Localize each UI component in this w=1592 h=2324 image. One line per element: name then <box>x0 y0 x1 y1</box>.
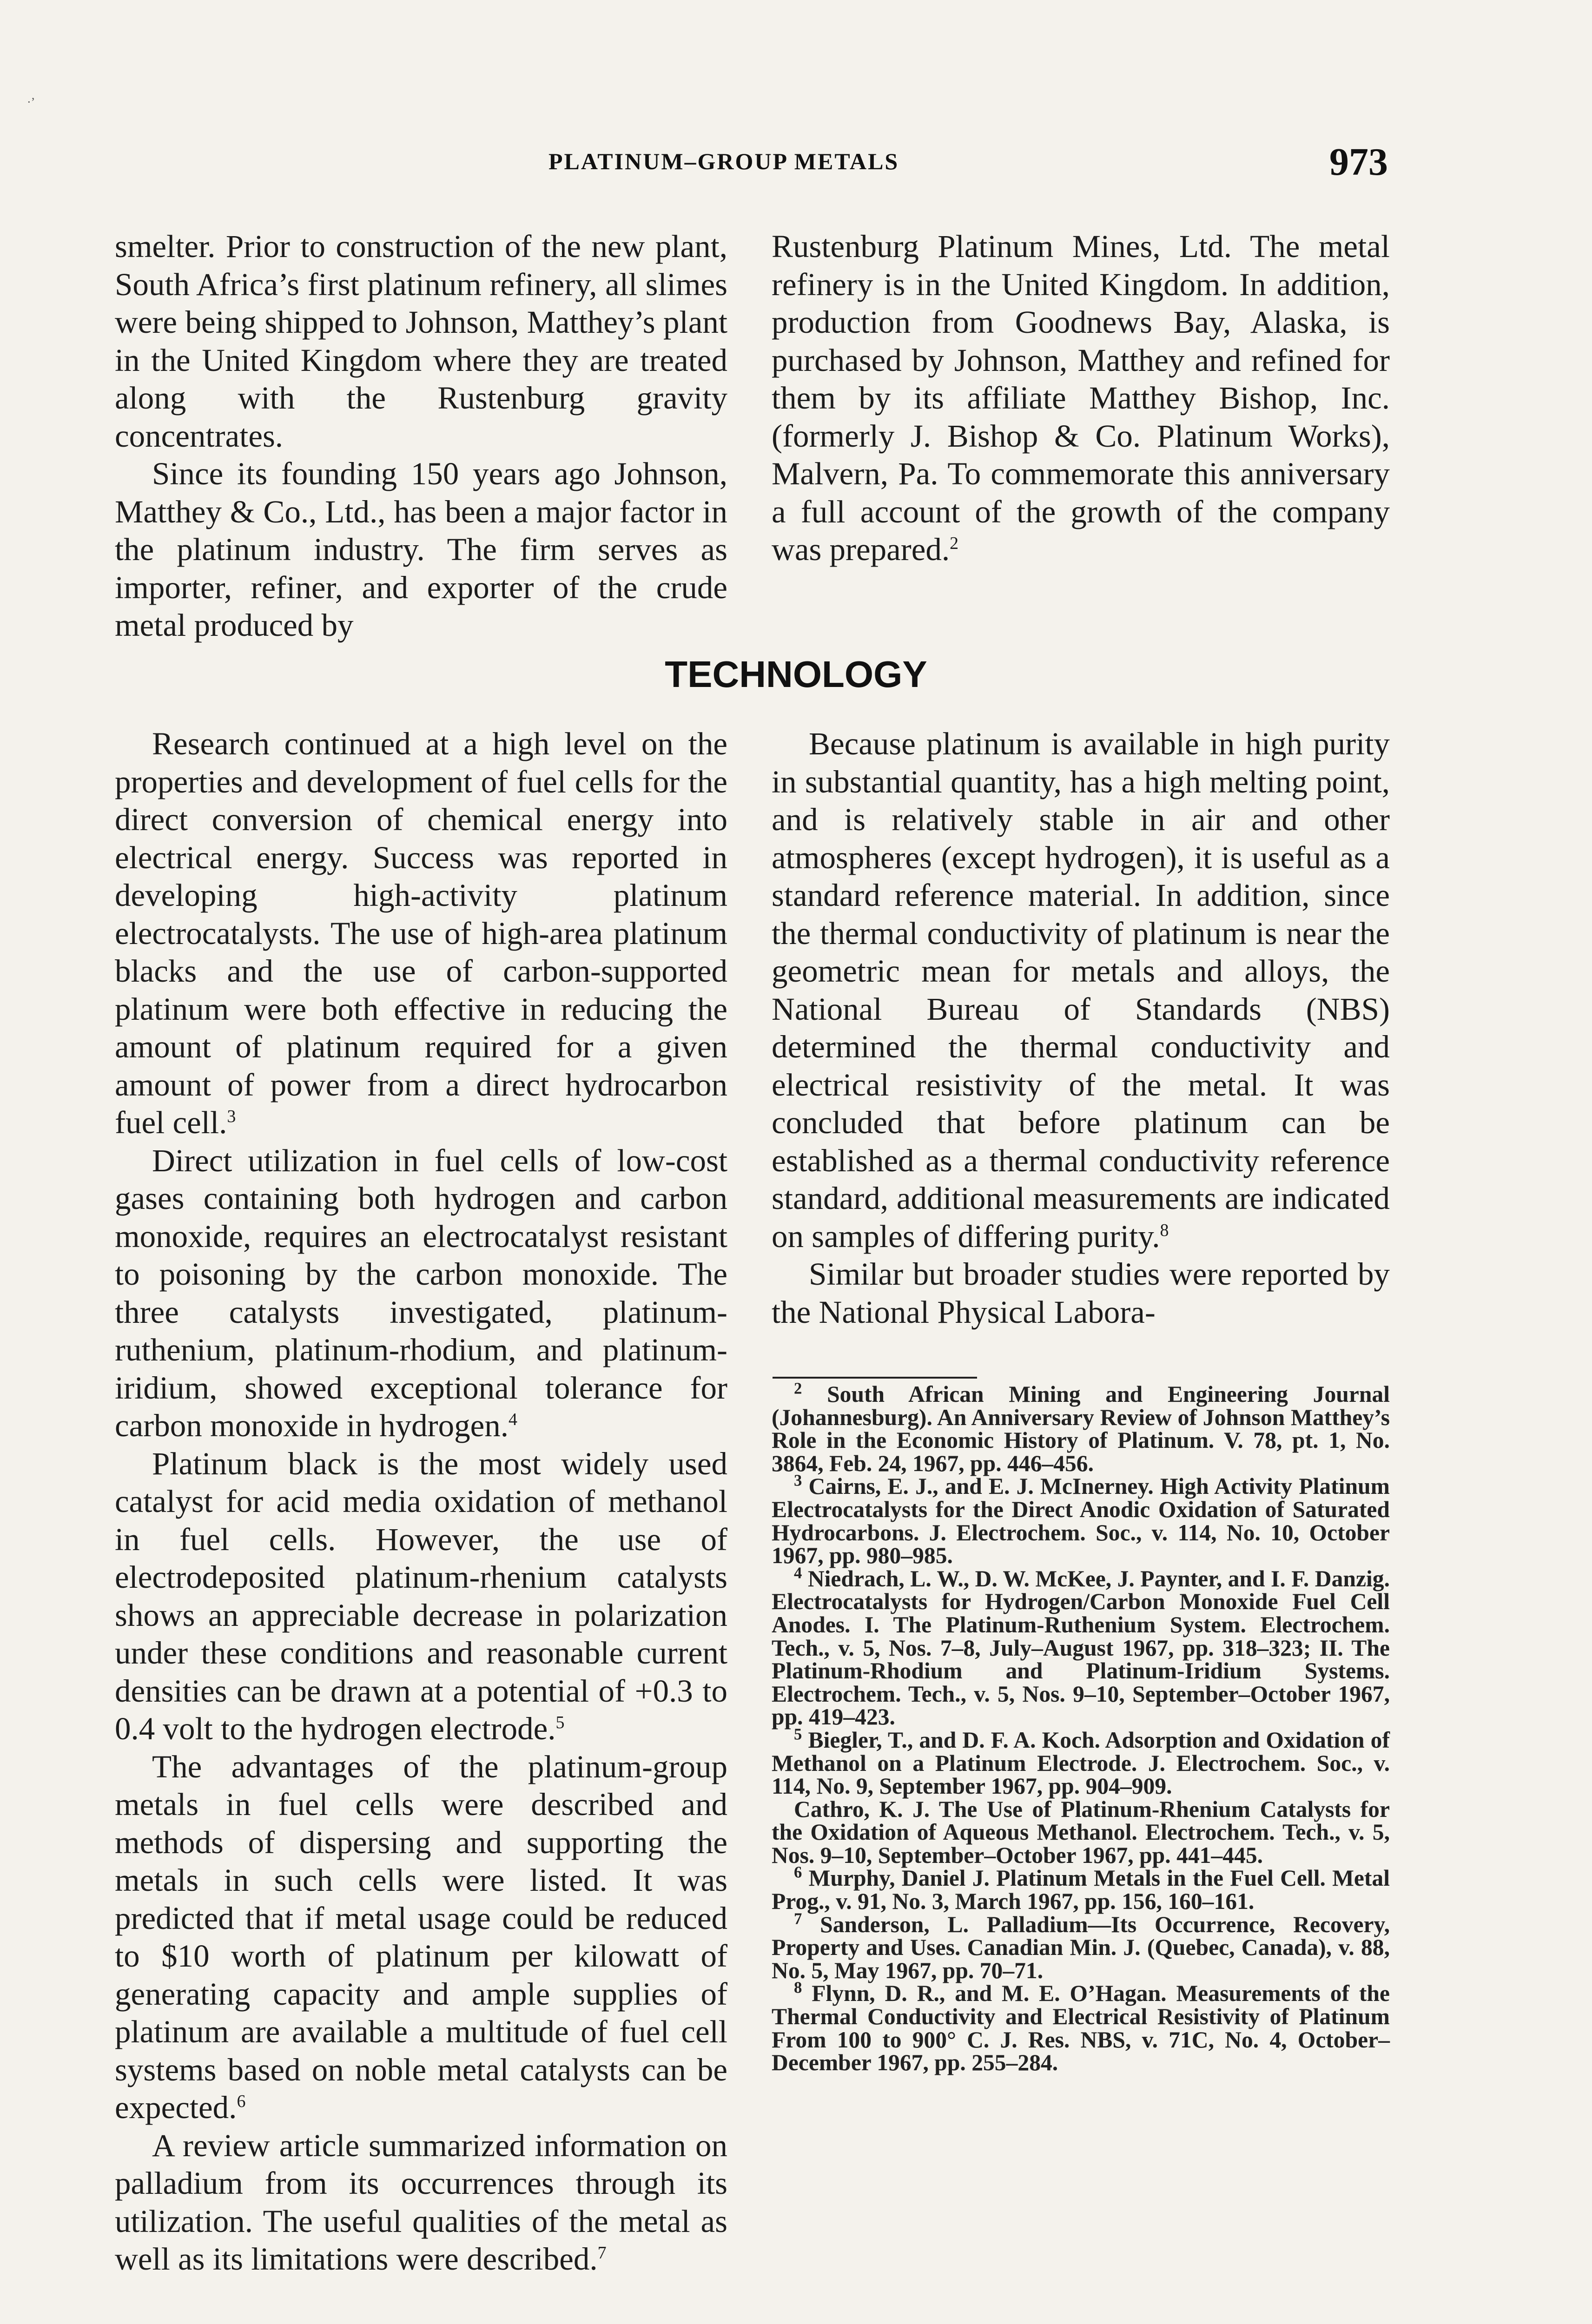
scan-speck-mark: ·’ <box>27 95 35 109</box>
footnote <box>772 1379 1390 1476</box>
footnote <box>772 1471 1390 1569</box>
paragraph-text: Research continued at a high level on the properties and development of fuel cells for the direct conversion of chemical energy into electrical energy. Success was reported in developing high-activity platinum electrocatalysts. The use of high-area platinum blacks and the use of carbon-supported platinum were both effective in reducing the amount of platinum required for a given amount of power from a direct hydrocarbon fuel cell. <box>115 726 727 1140</box>
page-number: 973 <box>1329 140 1388 184</box>
paragraph-text: Similar but broader studies were reported by the National Physical Labora- <box>772 1256 1390 1330</box>
running-title: PLATINUM–GROUP METALS <box>548 148 899 174</box>
paragraph-text: Direct utilization in fuel cells of low-cost gases containing both hydrogen and carbon monoxide, requires an electrocatalyst resistant to poisoning by the carbon monoxide. The three catalysts investigated, platinum-ruthenium, platinum-rhodium, and platinum-iridium, showed exceptional tolerance for carbon monoxide in hydrogen. <box>115 1142 727 1443</box>
footnote-divider <box>773 1377 977 1379</box>
footnote-number: 6 <box>794 1863 802 1882</box>
footnote-number: 7 <box>794 1909 802 1928</box>
paragraph: smelter. Prior to construction of the new plant, South Africa’s first platinum refinery, all slimes were being shipped to Johnson, Matthey’s plant in the United Kingdom where they are treated along with the Rustenburg gravity concentrates. <box>115 229 727 454</box>
technology-left-column <box>115 725 727 2278</box>
footnote-ref: 8 <box>1160 1220 1169 1240</box>
footnote-number: 5 <box>794 1725 802 1743</box>
footnote <box>772 1863 1390 1915</box>
section-heading: TECHNOLOGY <box>665 654 927 695</box>
footnotes <box>772 1379 1390 2076</box>
paragraph-text: A review article summarized information on palladium from its occurrences through its utilization. The useful qualities of the metal as well as its limitations were described. <box>115 2127 727 2277</box>
footnote-text: Cathro, K. J. The Use of Platinum-Rhenium Catalysts for the Oxidation of Aqueous Methanol. Electrochem. Tech., v. 5, Nos. 9–10, September–October 1967, pp. 441–445. <box>772 1796 1390 1868</box>
footnote-ref: 4 <box>508 1410 517 1429</box>
paragraph <box>772 725 1390 1255</box>
footnote-text: Cairns, E. J., and E. J. McInerney. High Activity Platinum Electrocatalysts for the Direct Anodic Oxidation of Saturated Hydrocarbons. J. Electrochem. Soc., v. 114, No. 10, October 1967, pp. 980–985. <box>772 1473 1390 1569</box>
footnote-text: Murphy, Daniel J. Platinum Metals in the Fuel Cell. Metal Prog., v. 91, No. 3, March 1967, pp. 156, 160–161. <box>772 1865 1390 1915</box>
footnote <box>772 1978 1390 2076</box>
footnote-ref: 2 <box>950 534 959 553</box>
footnote-ref: 7 <box>597 2243 607 2263</box>
top-right-column <box>772 228 1390 569</box>
footnote-text: Sanderson, L. Palladium—Its Occurrence, Recovery, Property and Uses. Canadian Min. J. (Quebec, Canada), v. 88, No. 5, May 1967, pp. 70–71. <box>772 1911 1390 1983</box>
paragraph-text: Platinum black is the most widely used catalyst for acid media oxidation of methanol in fuel cells. However, the use of electrodeposited platinum-rhenium catalysts shows an appreciable decrease in polarization under these conditions and reasonable current densities can be drawn at a potential of +0.3 to 0.4 volt to the hydrogen electrode. <box>115 1446 727 1746</box>
paragraph-text: Rustenburg Platinum Mines, Ltd. The metal refinery is in the United Kingdom. In addition, production from Goodnews Bay, Alaska, is purchased by Johnson, Matthey and refined for them by its affiliate Matthey Bishop, Inc. (formerly J. Bishop & Co. Platinum Works), Malvern, Pa. To commemorate this anniversary a full account of the growth of the company was prepared. <box>772 229 1390 567</box>
paragraph-text: Because platinum is available in high purity in substantial quantity, has a high melting point, and is relatively stable in air and other atmospheres (except hydrogen), it is useful as a standard reference material. In addition, since the thermal conductivity of platinum is near the geometric mean for metals and alloys, the National Bureau of Standards (NBS) determined the thermal conductivity and electrical resistivity of the metal. It was concluded that before platinum can be established as a thermal conductivity reference standard, additional measurements are indicated on samples of differing purity. <box>772 726 1390 1254</box>
footnote-number: 4 <box>794 1564 802 1582</box>
top-left-column <box>115 228 727 645</box>
paragraph <box>115 2127 727 2278</box>
paragraph: Since its founding 150 years ago Johnson, Matthey & Co., Ltd., has been a major factor in the platinum industry. The firm serves as importer, refiner, and exporter of the crude metal produced by <box>115 456 727 643</box>
footnote-ref: 5 <box>555 1713 565 1732</box>
footnote <box>772 1798 1390 1867</box>
paragraph <box>115 1445 727 1748</box>
paragraph <box>115 1748 727 2127</box>
footnote-number: 3 <box>794 1471 802 1490</box>
footnote-ref: 6 <box>237 2092 246 2111</box>
footnote-number: 2 <box>794 1379 802 1398</box>
paragraph <box>772 1255 1390 1331</box>
paragraph-text: The advantages of the platinum-group metals in fuel cells were described and methods of dispersing and supporting the metals in such cells were listed. It was predicted that if metal usage could be reduced to $10 worth of platinum per kilowatt of generating capacity and ample supplies of platinum are available a multitude of fuel cell systems based on noble metal catalysts can be expected. <box>115 1749 727 2125</box>
technology-right-column <box>772 725 1390 1331</box>
footnote-text: Flynn, D. R., and M. E. O’Hagan. Measurements of the Thermal Conductivity and Electrical Resistivity of Platinum From 100 to 900° C. J. Res. NBS, v. 71C, No. 4, October–December 1967, pp. 255–284. <box>772 1981 1390 2076</box>
footnote-text: Niedrach, L. W., D. W. McKee, J. Paynter, and I. F. Danzig. Electrocatalysts for Hydrogen/Carbon Monoxide Fuel Cell Anodes. I. The Platinum-Ruthenium System. Electrochem. Tech., v. 5, Nos. 7–8, July–August 1967, pp. 318–323; II. The Platinum-Rhodium and Platinum-Iridium Systems. Electrochem. Tech., v. 5, Nos. 9–10, September–October 1967, pp. 419–423. <box>772 1565 1390 1730</box>
paragraph <box>772 228 1390 569</box>
footnote-text: South African Mining and Engineering Journal (Johannesburg). An Anniversary Review of Johnson Matthey’s Role in the Economic History of Platinum. V. 78, pt. 1, No. 3864, Feb. 24, 1967, pp. 446–456. <box>772 1381 1390 1476</box>
footnote <box>772 1564 1390 1730</box>
paragraph <box>115 725 727 1142</box>
footnote-number: 8 <box>794 1978 802 1997</box>
footnote <box>772 1725 1390 1799</box>
footnote-ref: 3 <box>227 1107 236 1126</box>
footnote-text: Biegler, T., and D. F. A. Koch. Adsorption and Oxidation of Methanol on a Platinum Electrode. J. Electrochem. Soc., v. 114, No. 9, September 1967, pp. 904–909. <box>772 1727 1390 1799</box>
footnote <box>772 1909 1390 1983</box>
paragraph <box>115 1142 727 1445</box>
